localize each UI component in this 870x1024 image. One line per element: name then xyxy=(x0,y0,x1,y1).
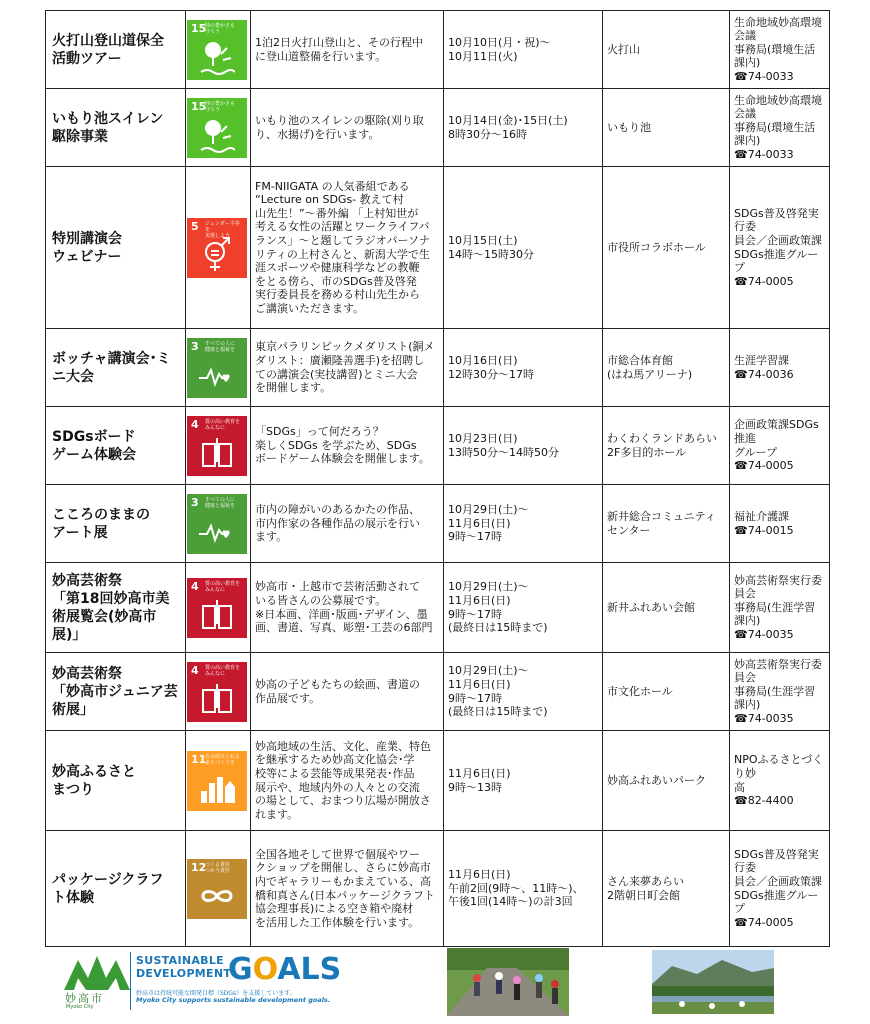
table-row xyxy=(46,329,830,407)
sdg-goal-caption: 住み続けられる まちづくりを xyxy=(205,753,241,766)
event-contact xyxy=(730,329,830,407)
event-contact xyxy=(730,89,830,167)
event-contact-text: SDGs普及啓発実行委 員会／企画政策課 SDGs推進グループ ☎74-0005 xyxy=(734,206,822,288)
event-date xyxy=(444,329,603,407)
event-contact-text: 福祉介護課 ☎74-0015 xyxy=(734,509,794,537)
sdg-goal-number: 3 xyxy=(191,339,199,353)
event-place-text: 市総合体育館 (はね馬アリーナ) xyxy=(607,353,693,381)
event-date-text: 10月29日(土)～ 11月6日(日) 9時～17時 xyxy=(448,503,529,544)
event-description xyxy=(251,831,444,947)
event-title xyxy=(46,407,186,485)
event-description xyxy=(251,329,444,407)
events-table xyxy=(45,10,830,947)
event-place-text: わくわくランドあらい 2F多目的ホール xyxy=(607,431,717,459)
event-date xyxy=(444,731,603,831)
table-row xyxy=(46,167,830,329)
table-row xyxy=(46,653,830,731)
event-contact xyxy=(730,407,830,485)
sdg-icon-cell xyxy=(186,11,251,89)
event-place xyxy=(603,831,730,947)
sdg-goal-11-icon xyxy=(187,751,247,811)
event-title-text: パッケージクラフ ト体験 xyxy=(52,871,164,906)
event-place xyxy=(603,485,730,563)
table-row xyxy=(46,563,830,653)
event-contact-text: 企画政策課SDGs推進 グループ ☎74-0005 xyxy=(734,418,819,473)
event-description xyxy=(251,11,444,89)
event-date-text: 10月15日(土) 14時～15時30分 xyxy=(448,233,534,261)
event-date xyxy=(444,563,603,653)
sdg-icon-cell xyxy=(186,89,251,167)
banner-jp-text: 妙高市は持続可能な開発目標（SDGs）を支援しています。 xyxy=(136,990,296,997)
sdg-goal-5-icon xyxy=(187,218,247,278)
event-date xyxy=(444,831,603,947)
event-title-text: 妙高ふるさと まつり xyxy=(52,763,136,798)
sdg-goal-15-icon xyxy=(187,98,247,158)
banner-en-text: Myoko City supports sustainable development goals. xyxy=(136,996,331,1004)
event-contact xyxy=(730,731,830,831)
sdg-goal-number: 3 xyxy=(191,495,199,509)
event-contact-text: 妙高芸術祭実行委員会 事務局(生涯学習課内) ☎74-0035 xyxy=(734,657,822,725)
event-contact-text: 生涯学習課 ☎74-0036 xyxy=(734,353,794,381)
hiking-group-photo xyxy=(447,948,569,1016)
sdg-goal-number: 5 xyxy=(191,219,199,233)
event-date xyxy=(444,407,603,485)
sdg-goal-4-icon xyxy=(187,416,247,476)
event-title-text: 特別講演会 ウェビナー xyxy=(52,230,122,265)
sdg-icon-cell xyxy=(186,731,251,831)
sdg-goal-caption: ジェンダー平等を 実現しよう xyxy=(205,220,240,239)
event-date-text: 10月10日(月・祝)～ 10月11日(火) xyxy=(448,35,551,63)
event-title-text: SDGsボード ゲーム体験会 xyxy=(52,428,136,463)
table-row xyxy=(46,407,830,485)
event-title xyxy=(46,329,186,407)
sdg-goal-caption: 質の高い教育を みんなに xyxy=(205,580,241,593)
event-description xyxy=(251,167,444,329)
events-table-body xyxy=(46,11,830,947)
event-title-text: いもり池スイレン 駆除事業 xyxy=(52,110,164,145)
event-date xyxy=(444,485,603,563)
event-description xyxy=(251,485,444,563)
table-row xyxy=(46,485,830,563)
event-title-text: 妙高芸術祭 「第18回妙高市美 術展覧会(妙高市 展)」 xyxy=(52,572,170,643)
event-place-text: 新井ふれあい会館 xyxy=(607,600,695,614)
event-description-text: FM-NIIGATA の人気番組である “Lecture on SDGs- 教えて村 山先生！”～番外編 「上村知世が 考える女性の活躍とワークライフバ ランス」～と題してラジオパーソナ リティの上村さんと、新潟大学で生 涯スポーツや健康科学などの教鞭 をとる傍ら、市のSDGs普及啓発 実行委員長を務める村山先生から ご講演いただきます。 xyxy=(255,179,431,315)
sdg-goal-3-icon xyxy=(187,338,247,398)
event-title xyxy=(46,563,186,653)
event-description xyxy=(251,731,444,831)
event-description xyxy=(251,653,444,731)
event-date-text: 10月23日(日) 13時50分～14時50分 xyxy=(448,431,559,459)
table-row xyxy=(46,731,830,831)
event-title xyxy=(46,167,186,329)
event-place-text: いもり池 xyxy=(607,120,651,134)
event-date-text: 10月29日(土)～ 11月6日(日) 9時～17時 (最終日は15時まで) xyxy=(448,664,548,719)
sdg-goal-12-icon xyxy=(187,859,247,919)
table-row xyxy=(46,89,830,167)
table-row xyxy=(46,11,830,89)
event-place xyxy=(603,89,730,167)
sdg-goal-4-icon xyxy=(187,578,247,638)
event-contact-text: SDGs普及啓発実行委 員会／企画政策課 SDGs推進グループ ☎74-0005 xyxy=(734,847,822,929)
event-title xyxy=(46,485,186,563)
sdg-icon-cell xyxy=(186,831,251,947)
banner-line-2: DEVELOPMENT xyxy=(136,967,232,980)
sdg-goal-caption: 質の高い教育を みんなに xyxy=(205,418,241,431)
event-description-text: いもり池のスイレンの駆除(刈り取 り、水揚げ)を行います。 xyxy=(255,113,424,141)
event-title-text: 妙高芸術祭 「妙高市ジュニア芸 術展」 xyxy=(52,665,178,718)
sdg-goal-caption: すべての人に 健康と福祉を xyxy=(205,496,236,509)
event-title-text: ボッチャ講演会･ミ ニ大会 xyxy=(52,350,171,385)
event-date-text: 10月16日(日) 12時30分～17時 xyxy=(448,353,534,381)
sdg-goal-4-icon xyxy=(187,662,247,722)
event-contact xyxy=(730,11,830,89)
event-date-text: 11月6日(日) 9時～13時 xyxy=(448,766,511,794)
event-title xyxy=(46,11,186,89)
event-description-text: 妙高地域の生活、文化、産業、特色 を継承するため妙高文化協会･学 校等による芸能等成果発表･作品 展示や、地域内外の人々との交流 の場として、おまつり広場が開放さ れます。 xyxy=(255,739,431,821)
event-contact-text: NPOふるさとづくり妙 高 ☎82-4400 xyxy=(734,753,824,808)
event-place xyxy=(603,407,730,485)
event-contact xyxy=(730,653,830,731)
event-place-text: 火打山 xyxy=(607,42,640,56)
event-title xyxy=(46,831,186,947)
sdg-goal-caption: 陸の豊かさも 守ろう xyxy=(205,22,236,35)
event-place xyxy=(603,653,730,731)
event-date-text: 10月14日(金)･15日(土) 8時30分～16時 xyxy=(448,113,568,141)
event-place-text: 市役所コラボホール xyxy=(607,240,706,254)
sdg-icon-cell xyxy=(186,653,251,731)
event-place xyxy=(603,563,730,653)
sdg-goal-number: 11 xyxy=(191,752,207,766)
footer xyxy=(0,946,870,1024)
sdg-goal-number: 4 xyxy=(191,663,199,677)
sdg-goal-caption: つくる責任 つかう責任 xyxy=(205,861,231,874)
sdg-icon-cell xyxy=(186,407,251,485)
event-date-text: 10月29日(土)～ 11月6日(日) 9時～17時 (最終日は15時まで) xyxy=(448,580,548,635)
event-description xyxy=(251,563,444,653)
sdg-goal-number: 15 xyxy=(191,99,207,113)
event-place-text: さん来夢あらい 2階朝日町会館 xyxy=(607,874,684,902)
event-contact xyxy=(730,563,830,653)
logo-divider xyxy=(130,952,131,1010)
event-place-text: 妙高ふれあいパーク xyxy=(607,773,706,787)
sdg-icon-cell xyxy=(186,167,251,329)
sdg-goal-caption: 陸の豊かさも 守ろう xyxy=(205,100,236,113)
event-date xyxy=(444,653,603,731)
table-row xyxy=(46,831,830,947)
event-title xyxy=(46,89,186,167)
event-description-text: 市内の障がいのあるかたの作品、 市内作家の各種作品の展示を行い ます。 xyxy=(255,503,420,544)
event-title-text: 火打山登山道保全 活動ツアー xyxy=(52,32,164,67)
sdg-goal-caption: 質の高い教育を みんなに xyxy=(205,664,241,677)
sdg-icon-cell xyxy=(186,485,251,563)
event-description xyxy=(251,407,444,485)
event-description-text: 「SDGs」って何だろう？ 楽しくSDGs を学ぶため、SDGs ボードゲーム体験会を開催します。 xyxy=(255,425,430,466)
pond-mountain-photo xyxy=(652,950,774,1018)
event-date xyxy=(444,167,603,329)
event-place xyxy=(603,731,730,831)
event-date xyxy=(444,11,603,89)
event-description-text: 全国各地そして世界で個展やワー クショップを開催し、さらに妙高市 内でギャラリーもかまえている、高 橋和真さん(日本パッケージクラフト 協会理事長)による空き箱や廃材 を活用した工作体験を行います。 xyxy=(255,847,435,929)
event-contact xyxy=(730,167,830,329)
sdg-goal-number: 4 xyxy=(191,579,199,593)
sdg-icon-cell xyxy=(186,563,251,653)
event-description-text: 妙高市・上越市で芸術活動されて いる皆さんの公募展です。 ※日本画、洋画･版画･デザイン、墨 画、書道、写真、彫塑･工芸の6部門 xyxy=(255,580,433,635)
event-place-text: 市文化ホール xyxy=(607,684,673,698)
event-description-text: 妙高の子どもたちの絵画、書道の 作品展です。 xyxy=(255,677,420,705)
banner-line-1: SUSTAINABLE xyxy=(136,954,224,967)
sdg-goal-caption: すべての人に 健康と福祉を xyxy=(205,340,236,353)
event-title xyxy=(46,731,186,831)
city-name-en: Myoko City xyxy=(66,1004,94,1010)
city-name-jp: 妙高市 xyxy=(65,992,104,1005)
event-contact xyxy=(730,831,830,947)
event-description xyxy=(251,89,444,167)
event-contact-text: 生命地域妙高環境会議 事務局(環境生活課内) ☎74-0033 xyxy=(734,15,822,83)
sdg-icon-cell xyxy=(186,329,251,407)
sdg-goal-15-icon xyxy=(187,20,247,80)
event-description-text: 東京パラリンピックメダリスト(銅メ ダリスト：廣瀬隆善選手)を招聘し ての講演会(実技講習)とミニ大会 を開催します。 xyxy=(255,340,435,395)
event-place xyxy=(603,329,730,407)
event-description-text: 1泊2日火打山登山と、その行程中 に登山道整備を行います。 xyxy=(255,35,423,63)
event-place xyxy=(603,167,730,329)
mountain-logo-icon xyxy=(62,952,132,992)
event-title-text: こころのままの アート展 xyxy=(52,506,150,541)
event-contact-text: 生命地域妙高環境会議 事務局(環境生活課内) ☎74-0033 xyxy=(734,93,822,161)
event-place-text: 新井総合コミュニティ センター xyxy=(607,509,716,537)
event-date-text: 11月6日(日) 午前2回(9時～、11時～)、 午後1回(14時～)の計3回 xyxy=(448,868,584,909)
sdg-goal-3-icon xyxy=(187,494,247,554)
sdg-goal-number: 4 xyxy=(191,417,199,431)
sdg-goal-number: 12 xyxy=(191,860,207,874)
sdg-goal-number: 15 xyxy=(191,21,207,35)
event-date xyxy=(444,89,603,167)
event-contact xyxy=(730,485,830,563)
banner-goals: GOALS xyxy=(228,952,342,987)
event-place xyxy=(603,11,730,89)
event-contact-text: 妙高芸術祭実行委員会 事務局(生涯学習課内) ☎74-0035 xyxy=(734,573,822,641)
event-title xyxy=(46,653,186,731)
sdgs-banner xyxy=(136,954,356,1014)
